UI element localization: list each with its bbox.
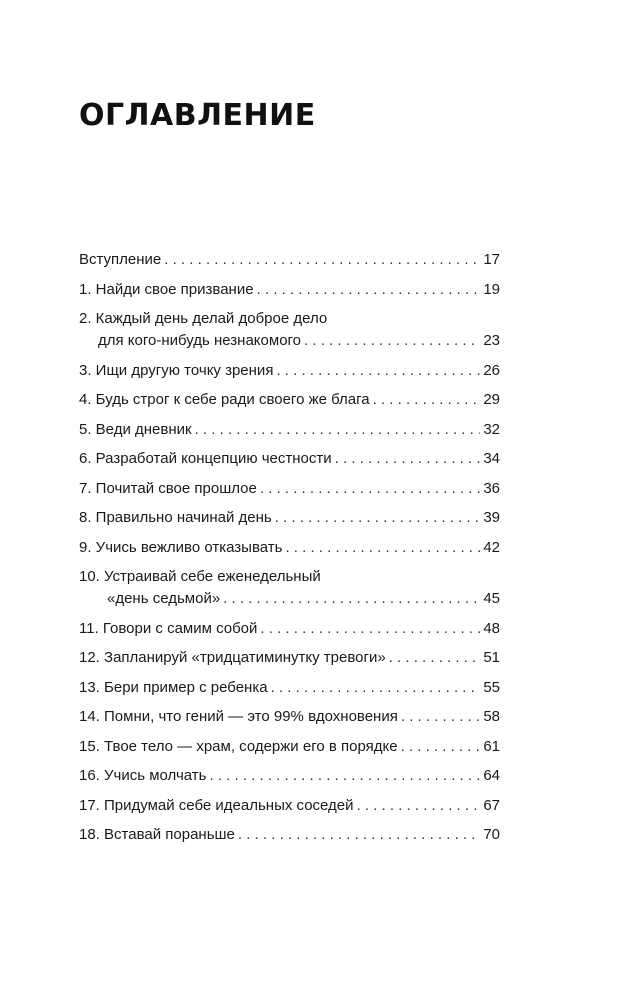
toc-entry-title: 13. Бери пример с ребенка [79,677,271,699]
toc-entry-title: 7. Почитай свое прошлое [79,478,260,500]
toc-entry [79,279,500,301]
toc-entry [79,795,500,817]
toc-page-number: 34 [480,448,500,470]
toc-leader-dots [257,279,481,301]
toc-leader-dots [276,360,480,382]
toc-page-number: 26 [480,360,500,382]
toc-entry [79,706,500,728]
toc-entry [79,566,500,610]
toc-leader-dots [401,736,481,758]
toc-entry-title: 17. Придумай себе идеальных соседей [79,795,357,817]
toc-entry-title: 14. Помни, что гений — это 99% вдохновения [79,706,401,728]
toc-page-number: 23 [480,330,500,352]
toc-entry [79,389,500,411]
toc-page-number: 48 [480,618,500,640]
toc-entry-title: 9. Учись вежливо отказывать [79,537,285,559]
toc-leader-dots [357,795,481,817]
toc-page-number: 61 [480,736,500,758]
toc-entry-title: 6. Разработай концепцию честности [79,448,335,470]
toc-entry-title: 18. Вставай пораньше [79,824,238,846]
toc-entry [79,308,500,352]
toc-page-number: 32 [480,419,500,441]
toc-entry-title: 12. Запланируй «тридцатиминутку тревоги» [79,647,389,669]
toc-entry-title-continuation: для кого-нибудь незнакомого [98,330,304,352]
toc-entry [79,419,500,441]
toc-page-number: 64 [480,765,500,787]
toc-page-number: 58 [480,706,500,728]
toc-page-number: 67 [480,795,500,817]
toc-entry [79,618,500,640]
toc-page-number: 36 [480,478,500,500]
toc-entry-title: 2. Каждый день делай доброе дело [79,308,330,330]
toc-entry [79,478,500,500]
toc-entry-title: 8. Правильно начинай день [79,507,275,529]
toc-entry [79,736,500,758]
toc-entry-title-continuation: «день седьмой» [107,588,223,610]
toc-page-number: 70 [480,824,500,846]
toc-entry [79,249,500,271]
toc-leader-dots [401,706,480,728]
toc-entry-title: 5. Веди дневник [79,419,195,441]
toc-entry-title: 1. Найди свое призвание [79,279,257,301]
toc-leader-dots [195,419,481,441]
toc-leader-dots [238,824,480,846]
toc-page-number: 45 [480,588,500,610]
toc-leader-dots [275,507,481,529]
toc-entry-title: Вступление [79,249,164,271]
toc-entry [79,507,500,529]
toc-entry-title: 10. Устраивай себе еженедельный [79,566,324,588]
toc-leader-dots [164,249,480,271]
toc-leader-dots [335,448,481,470]
toc-entry [79,824,500,846]
toc-leader-dots [271,677,481,699]
toc-page-number: 42 [480,537,500,559]
toc-leader-dots [223,588,480,610]
toc-entry [79,537,500,559]
toc-entry [79,647,500,669]
toc-leader-dots [373,389,481,411]
toc-leader-dots [210,765,481,787]
page-title: ОГЛАВЛЕНИЕ [79,98,316,133]
toc-entry [79,360,500,382]
toc-entry-title: 11. Говори с самим собой [79,618,260,640]
toc-entry-title: 16. Учись молчать [79,765,210,787]
toc-entry-title: 4. Будь строг к себе ради своего же блага [79,389,373,411]
toc-page-number: 17 [480,249,500,271]
toc-entry [79,448,500,470]
toc-page-number: 51 [480,647,500,669]
toc-page-number: 29 [480,389,500,411]
toc-entry [79,765,500,787]
toc-entry-title: 15. Твое тело — храм, содержи его в порядке [79,736,401,758]
toc-page-number: 39 [480,507,500,529]
toc-leader-dots [260,618,480,640]
toc-leader-dots [260,478,480,500]
toc-leader-dots [389,647,481,669]
toc-leader-dots [285,537,480,559]
toc-entry [79,677,500,699]
toc-leader-dots [304,330,480,352]
toc-page-number: 19 [480,279,500,301]
toc-page-number: 55 [480,677,500,699]
table-of-contents [79,249,500,854]
toc-entry-title: 3. Ищи другую точку зрения [79,360,276,382]
